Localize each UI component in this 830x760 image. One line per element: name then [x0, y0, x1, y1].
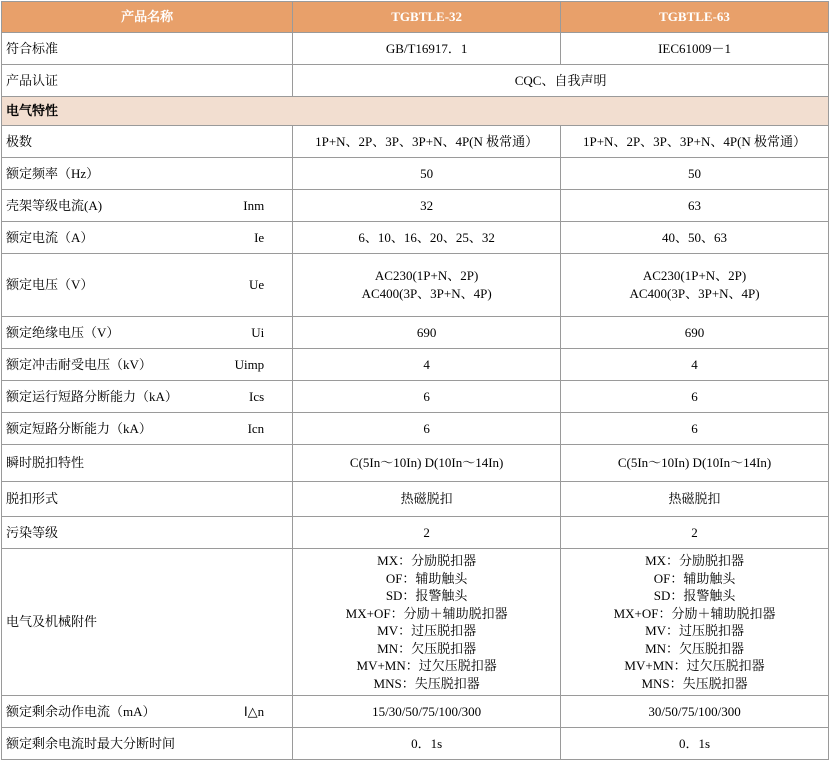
row-label-residual-current	[2, 696, 293, 728]
table-row-accessories	[2, 549, 829, 696]
accessory-item: MNS：失压脱扣器	[373, 675, 480, 691]
table-header-row	[2, 2, 829, 33]
table-row	[2, 126, 829, 158]
row-label-instant-trip: 瞬时脱扣特性	[2, 445, 293, 482]
cell-ics-a: 6	[293, 381, 561, 413]
accessory-item: MN：欠压脱扣器	[645, 640, 745, 656]
table-row	[2, 413, 829, 445]
row-label-text: 额定冲击耐受电压（kV）	[6, 356, 152, 372]
header-model-b: TGBTLE-63	[561, 2, 829, 33]
accessory-item: MNS：失压脱扣器	[641, 675, 748, 691]
accessory-item: MX：分励脱扣器	[377, 553, 477, 568]
row-label-insulation-voltage	[2, 317, 293, 349]
row-label-break-time: 额定剩余电流时最大分断时间	[2, 728, 293, 760]
cell-frame-current-b: 63	[561, 190, 829, 222]
row-label-rated-voltage	[2, 254, 293, 317]
row-symbol-uimp: Uimp	[234, 356, 265, 372]
cell-icn-b: 6	[561, 413, 829, 445]
cell-certification: CQC、自我声明	[293, 65, 829, 97]
row-label-poles: 极数	[2, 126, 293, 158]
cell-pollution-degree-b: 2	[561, 517, 829, 549]
cell-residual-current-a: 15/30/50/75/100/300	[293, 696, 561, 728]
cell-impulse-voltage-b: 4	[561, 349, 829, 381]
cell-line: AC400(3P、3P+N、4P)	[361, 286, 492, 301]
accessory-item: MV：过压脱扣器	[377, 623, 477, 639]
row-label-ics	[2, 381, 293, 413]
row-label-text: 额定电压（V）	[6, 277, 94, 293]
cell-rated-current-b: 40、50、63	[561, 222, 829, 254]
specification-table	[1, 1, 829, 760]
accessory-item: MX+OF：分励＋辅助脱扣器	[613, 605, 776, 621]
row-label-text: 额定电流（A）	[6, 229, 94, 245]
row-symbol-ie: Ie	[254, 229, 265, 245]
row-label-certification: 产品认证	[2, 65, 293, 97]
row-symbol-ics: Ics	[249, 388, 265, 404]
cell-poles-a: 1P+N、2P、3P、3P+N、4P(N 极常通）	[293, 126, 561, 158]
cell-rated-voltage-a	[293, 254, 561, 317]
cell-line: AC230(1P+N、2P)	[374, 268, 479, 284]
row-label-pollution-degree: 污染等级	[2, 517, 293, 549]
cell-rated-voltage-b	[561, 254, 829, 317]
accessory-item: MN：欠压脱扣器	[377, 640, 477, 656]
row-label-impulse-voltage	[2, 349, 293, 381]
cell-residual-current-b: 30/50/75/100/300	[561, 696, 829, 728]
cell-insulation-voltage-a: 690	[293, 317, 561, 349]
row-label-accessories: 电气及机械附件	[2, 549, 293, 696]
accessory-item: MV+MN：过欠压脱扣器	[356, 658, 497, 674]
table-row	[2, 254, 829, 317]
row-label-text: 额定剩余动作电流（mA）	[6, 704, 156, 720]
cell-frame-current-a: 32	[293, 190, 561, 222]
cell-line: AC400(3P、3P+N、4P)	[629, 286, 760, 301]
cell-accessories-b	[561, 549, 829, 696]
header-product-name: 产品名称	[2, 2, 293, 33]
cell-frequency-b: 50	[561, 158, 829, 190]
row-symbol-ue: Ue	[249, 277, 265, 293]
cell-pollution-degree-a: 2	[293, 517, 561, 549]
cell-trip-type-a: 热磁脱扣	[293, 482, 561, 517]
row-label-frame-current	[2, 190, 293, 222]
accessory-item: SD：报警触头	[385, 588, 468, 604]
table-row	[2, 482, 829, 517]
row-label-standard: 符合标准	[2, 33, 293, 65]
section-title: 电气特性	[2, 97, 829, 126]
row-label-rated-current	[2, 222, 293, 254]
table-row	[2, 445, 829, 482]
cell-frequency-a: 50	[293, 158, 561, 190]
cell-instant-trip-a: C(5In～10In) D(10In～14In)	[293, 445, 561, 482]
row-label-icn	[2, 413, 293, 445]
cell-standard-a: GB/T16917．1	[293, 33, 561, 65]
row-label-text: 额定绝缘电压（V）	[6, 324, 120, 340]
row-symbol-idn: Ⅰ△n	[243, 704, 265, 720]
header-model-a: TGBTLE-32	[293, 2, 561, 33]
cell-poles-b: 1P+N、2P、3P、3P+N、4P(N 极常通）	[561, 126, 829, 158]
table-row	[2, 696, 829, 728]
cell-break-time-a: 0．1s	[293, 728, 561, 760]
row-symbol-inm: Inm	[243, 197, 265, 213]
table-row	[2, 728, 829, 760]
cell-insulation-voltage-b: 690	[561, 317, 829, 349]
row-label-text: 壳架等级电流(A)	[6, 197, 103, 213]
cell-impulse-voltage-a: 4	[293, 349, 561, 381]
table-row	[2, 222, 829, 254]
row-symbol-icn: Icn	[247, 420, 265, 436]
row-label-text: 额定运行短路分断能力（kA）	[6, 388, 178, 404]
accessory-item: OF：辅助触头	[653, 570, 736, 586]
accessory-item: MX：分励脱扣器	[645, 553, 745, 568]
accessory-item: SD：报警触头	[653, 588, 736, 604]
row-label-text: 额定短路分断能力（kA）	[6, 420, 152, 436]
table-row	[2, 349, 829, 381]
table-row	[2, 190, 829, 222]
accessory-item: MX+OF：分励＋辅助脱扣器	[345, 605, 508, 621]
cell-icn-a: 6	[293, 413, 561, 445]
table-row	[2, 381, 829, 413]
row-label-frequency: 额定频率（Hz）	[2, 158, 293, 190]
cell-accessories-a	[293, 549, 561, 696]
row-label-trip-type: 脱扣形式	[2, 482, 293, 517]
cell-ics-b: 6	[561, 381, 829, 413]
table-row	[2, 317, 829, 349]
cell-rated-current-a: 6、10、16、20、25、32	[293, 222, 561, 254]
cell-trip-type-b: 热磁脱扣	[561, 482, 829, 517]
cell-break-time-b: 0．1s	[561, 728, 829, 760]
section-band-electrical	[2, 97, 829, 126]
accessory-item: MV：过压脱扣器	[645, 623, 745, 639]
cell-instant-trip-b: C(5In～10In) D(10In～14In)	[561, 445, 829, 482]
cell-line: AC230(1P+N、2P)	[642, 268, 747, 284]
row-symbol-ui: Ui	[251, 324, 265, 340]
table-row	[2, 65, 829, 97]
accessory-item: OF：辅助触头	[385, 570, 468, 586]
table-row	[2, 158, 829, 190]
table-row	[2, 33, 829, 65]
accessory-item: MV+MN：过欠压脱扣器	[624, 658, 765, 674]
table-row	[2, 517, 829, 549]
cell-standard-b: IEC61009－1	[561, 33, 829, 65]
